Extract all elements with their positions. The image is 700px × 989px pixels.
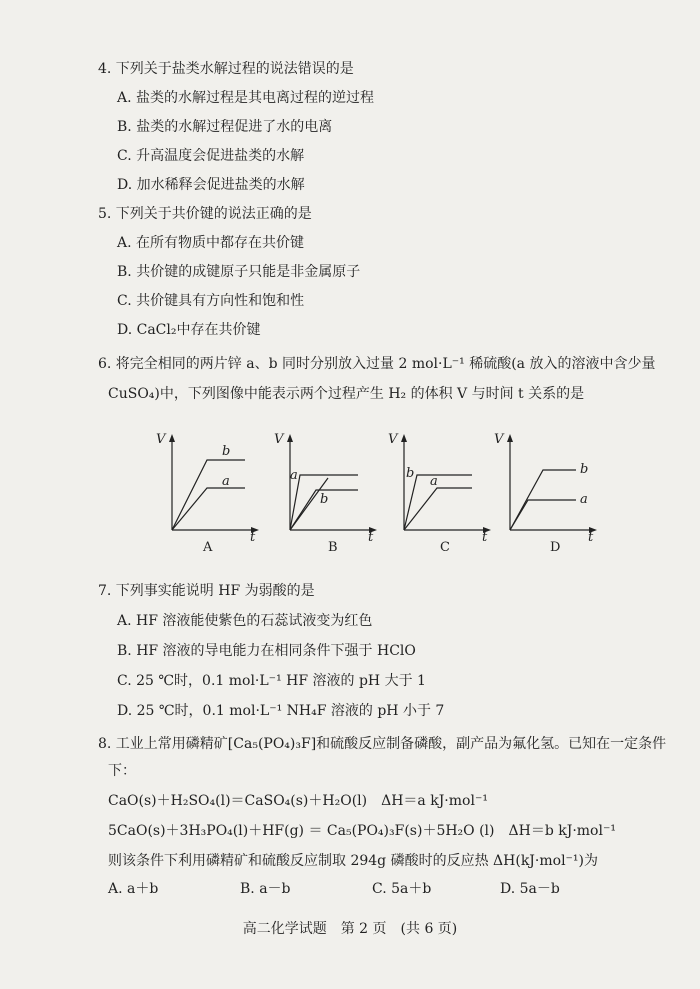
graph-b-curve-label-upper: a	[290, 468, 298, 483]
q4-option-c: C. 升高温度会促进盐类的水解	[117, 148, 305, 164]
q6-stem-line1: 6. 将完全相同的两片锌 a、b 同时分别放入过量 2 mol·L⁻¹ 稀硫酸(a 放入的溶液中含少量	[98, 356, 656, 372]
q4-stem: 4. 下列关于盐类水解过程的说法错误的是	[98, 61, 354, 77]
graph-a	[150, 430, 260, 560]
graph-c-x-label: t	[482, 530, 488, 545]
graph-d-curve-label-upper: b	[580, 462, 589, 477]
graph-a-y-label: V	[156, 432, 166, 447]
graph-b-caption: B	[328, 540, 338, 555]
graph-c-y-label: V	[388, 432, 398, 447]
q8-equation-1: CaO(s)＋H₂SO₄(l)＝CaSO₄(s)＋H₂O(l) ΔH＝a kJ·mol⁻¹	[108, 793, 488, 809]
q8-option-c: C. 5a＋b	[372, 881, 432, 897]
graph-d-curve-label-lower: a	[580, 492, 588, 507]
q6-stem-line2: CuSO₄)中，下列图像中能表示两个过程产生 H₂ 的体积 V 与时间 t 关系的是	[108, 386, 585, 402]
graph-d	[488, 430, 598, 560]
graph-d-x-label: t	[588, 530, 594, 545]
graph-b	[268, 430, 378, 560]
q8-question: 则该条件下利用磷精矿和硫酸反应制取 294g 磷酸时的反应热 ΔH(kJ·mol⁻¹)为	[108, 853, 599, 869]
graph-b-x-label: t	[368, 530, 374, 545]
q8-stem-line1: 8. 工业上常用磷精矿[Ca₅(PO₄)₃F]和硫酸反应制备磷酸，副产品为氟化氢。已知在一定条件	[98, 736, 667, 752]
page-footer: 高二化学试题 第 2 页 (共 6 页)	[242, 921, 458, 937]
q7-stem: 7. 下列事实能说明 HF 为弱酸的是	[98, 583, 315, 599]
q7-option-d: D. 25 ℃时，0.1 mol·L⁻¹ NH₄F 溶液的 pH 小于 7	[117, 703, 445, 719]
q8-stem-line2: 下：	[108, 763, 136, 779]
q5-option-c: C. 共价键具有方向性和饱和性	[117, 293, 305, 309]
q5-option-d: D. CaCl₂中存在共价键	[117, 322, 261, 338]
q8-option-d: D. 5a－b	[500, 881, 560, 897]
graph-c-curve-label-lower: a	[430, 474, 438, 489]
graph-a-caption: A	[203, 540, 213, 555]
q8-option-b: B. a－b	[240, 881, 291, 897]
graph-a-curve-label-upper: b	[222, 444, 231, 459]
q7-option-a: A. HF 溶液能使紫色的石蕊试液变为红色	[117, 613, 373, 629]
q5-option-a: A. 在所有物质中都存在共价键	[117, 235, 305, 251]
graph-c	[382, 430, 492, 560]
graph-a-curve-label-lower: a	[222, 474, 230, 489]
graph-a-x-label: t	[250, 530, 256, 545]
q5-option-b: B. 共价键的成键原子只能是非金属原子	[117, 264, 361, 280]
q8-equation-2: 5CaO(s)＋3H₃PO₄(l)＋HF(g) ＝ Ca₅(PO₄)₃F(s)＋5H₂O (l) ΔH＝b kJ·mol⁻¹	[108, 823, 616, 839]
q7-option-c: C. 25 ℃时，0.1 mol·L⁻¹ HF 溶液的 pH 大于 1	[117, 673, 426, 689]
graph-b-y-label: V	[274, 432, 284, 447]
q7-option-b: B. HF 溶液的导电能力在相同条件下强于 HClO	[117, 643, 416, 659]
graph-c-curve-label-upper: b	[406, 466, 415, 481]
q4-option-b: B. 盐类的水解过程促进了水的电离	[117, 119, 333, 135]
graph-c-caption: C	[440, 540, 450, 555]
q8-option-a: A. a＋b	[108, 881, 159, 897]
graph-c-svg	[382, 430, 492, 560]
graph-d-y-label: V	[494, 432, 504, 447]
graph-b-curve-label-lower: b	[320, 492, 329, 507]
q4-option-a: A. 盐类的水解过程是其电离过程的逆过程	[117, 90, 375, 106]
q5-stem: 5. 下列关于共价键的说法正确的是	[98, 206, 312, 222]
q8-options-row	[0, 880, 700, 900]
q4-option-d: D. 加水稀释会促进盐类的水解	[117, 177, 305, 193]
graph-d-caption: D	[550, 540, 561, 555]
